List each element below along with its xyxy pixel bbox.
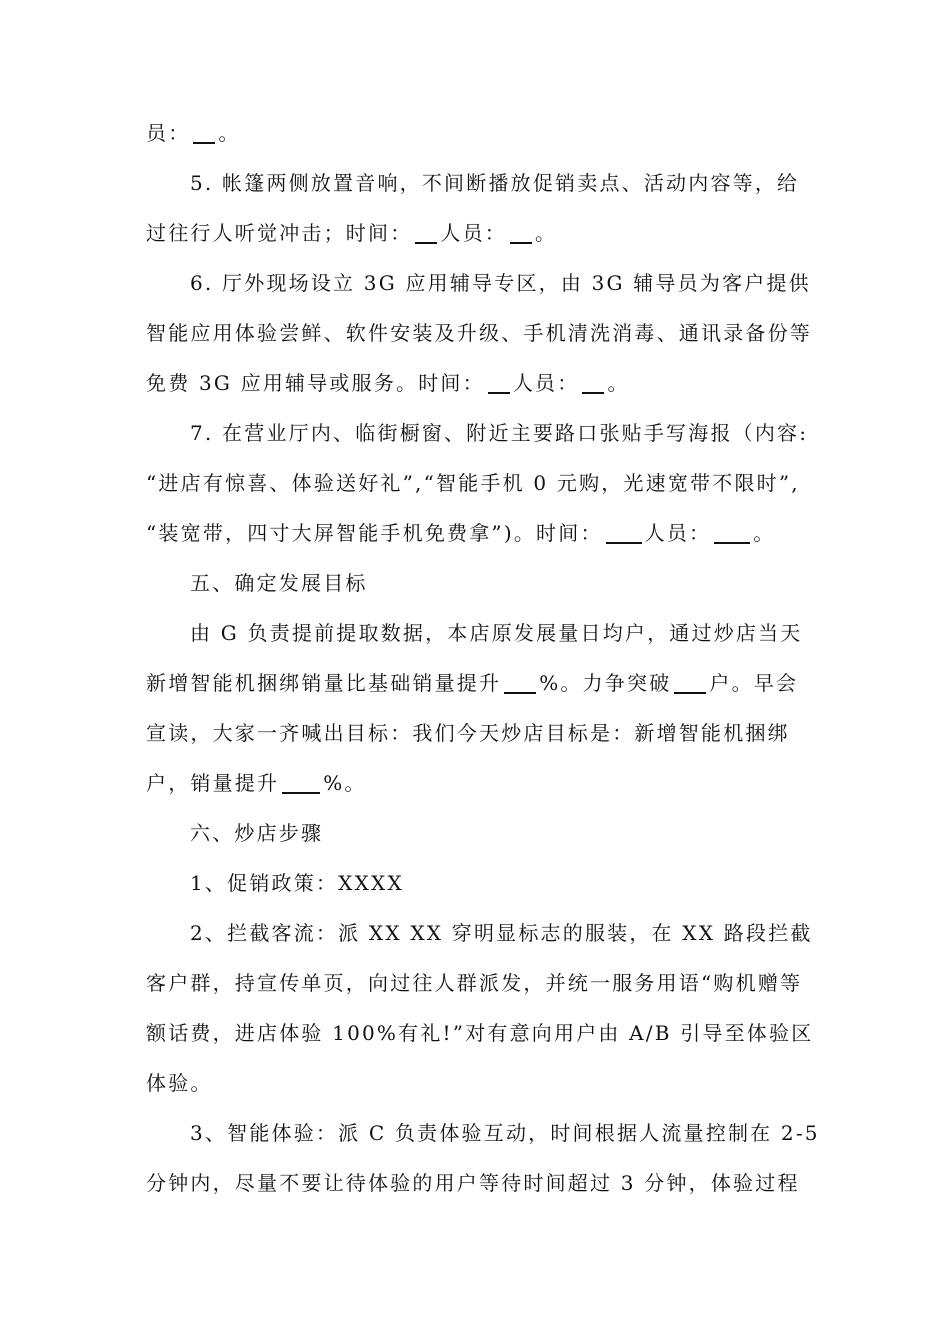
text-line	[146, 108, 808, 158]
text-line: 额话费，进店体验 100%有礼!”对有意向用户由 A/B 引导至体验区	[146, 1021, 814, 1045]
text-segment: 过往行人听觉冲击；时间：	[146, 221, 413, 245]
fill-blank	[193, 110, 215, 144]
text-segment: “装宽带，四寸大屏智能手机免费拿”)。时间：	[146, 521, 603, 545]
text-segment: 员：	[146, 121, 191, 145]
text-line: 由 G 负责提前提取数据，本店原发展量日均户，通过炒店当天	[190, 621, 803, 645]
text-line: 体验。	[146, 1071, 213, 1095]
fill-blank	[606, 510, 642, 544]
text-line	[146, 658, 808, 708]
text-line: 智能应用体验尝鲜、软件安装及升级、手机清洗消毒、通讯录备份等	[146, 321, 812, 345]
fill-blank	[714, 510, 750, 544]
text-segment: 免费 3G 应用辅导或服务。时间：	[146, 371, 485, 395]
text-line	[146, 358, 808, 408]
text-line: 2、拦截客流：派 XX XX 穿明显标志的服装，在 XX 路段拦截	[190, 921, 813, 945]
text-line: 3、智能体验：派 C 负责体验互动，时间根据人流量控制在 2-5	[190, 1121, 820, 1145]
section-heading: 五、确定发展目标	[190, 571, 368, 595]
text-segment: 。	[218, 121, 241, 145]
fill-blank	[415, 210, 437, 244]
text-segment: 户，销量提升	[146, 771, 280, 795]
text-line: 5. 帐篷两侧放置音响，不间断播放促销卖点、活动内容等，给	[190, 171, 800, 195]
text-line	[146, 758, 808, 808]
fill-blank	[582, 360, 604, 394]
fill-blank	[674, 660, 706, 694]
text-segment: 户。早会	[709, 671, 799, 695]
text-line: 7. 在营业厅内、临街橱窗、附近主要路口张贴手写海报（内容:	[190, 421, 809, 445]
text-line	[146, 208, 808, 258]
fill-blank	[488, 360, 510, 394]
text-segment: 人员：	[440, 221, 508, 245]
text-segment: 人员：	[512, 371, 580, 395]
text-line: 1、促销政策：XXXX	[190, 871, 404, 895]
text-line	[146, 508, 808, 558]
text-line: 分钟内，尽量不要让待体验的用户等待时间超过 3 分钟，体验过程	[146, 1171, 800, 1195]
fill-blank	[282, 760, 320, 794]
text-segment: 。	[535, 221, 558, 245]
text-segment: 。	[607, 371, 630, 395]
text-segment: 新增智能机捆绑销量比基础销量提升	[146, 671, 502, 695]
text-segment: 人员：	[644, 521, 712, 545]
text-segment: %。	[323, 771, 367, 795]
text-line: 宣读，大家一齐喊出目标：我们今天炒店目标是：新增智能机捆绑	[146, 721, 790, 745]
fill-blank	[510, 210, 532, 244]
text-line: “进店有惊喜、体验送好礼”,“智能手机 0 元购，光速宽带不限时”,	[146, 471, 800, 495]
text-segment: 。	[753, 521, 776, 545]
fill-blank	[504, 660, 536, 694]
text-line: 客户群，持宣传单页，向过往人群派发，并统一服务用语“购机赠等	[146, 971, 803, 995]
text-line: 6. 厅外现场设立 3G 应用辅导专区，由 3G 辅导员为客户提供	[190, 271, 811, 295]
text-segment: %。力争突破	[539, 671, 672, 695]
document-page	[146, 108, 820, 1208]
section-heading: 六、炒店步骤	[190, 821, 324, 845]
